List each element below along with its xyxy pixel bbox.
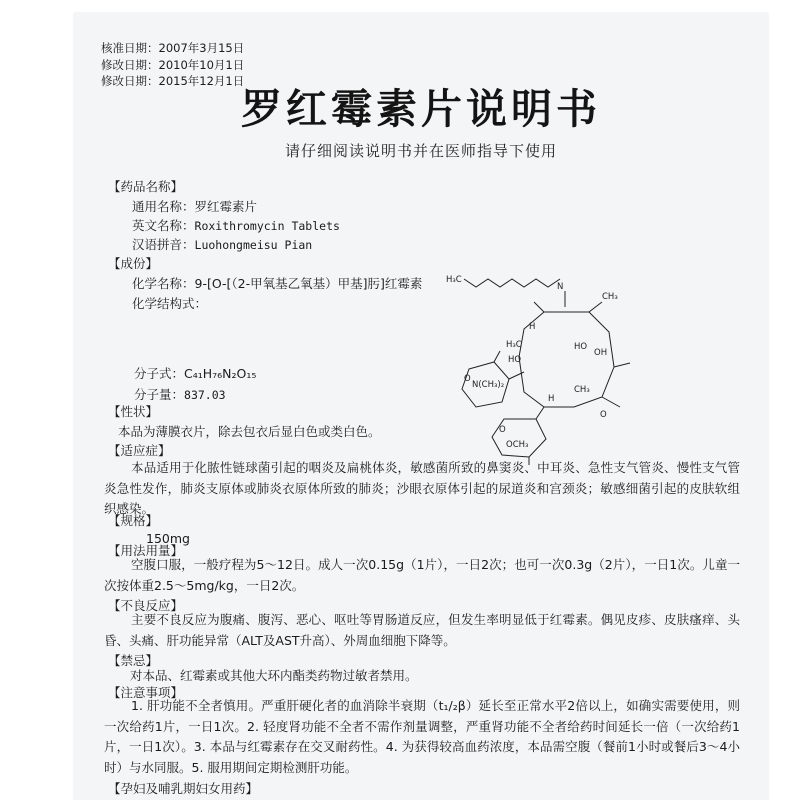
structure-label-ch3-mid: CH₃ <box>574 385 590 395</box>
structure-label-nch3: N(CH₃)₂ <box>472 380 505 390</box>
section-heading-precautions: 【注意事项】 <box>108 685 184 700</box>
section-heading-adverse: 【不良反应】 <box>108 598 184 613</box>
leaflet-page <box>74 13 768 800</box>
molecular-weight: 分子量：837.03 <box>134 387 226 402</box>
section-heading-drug-name: 【药品名称】 <box>108 179 184 194</box>
contraindications-text: 对本品、红霉素或其他大环内酯类药物过敏者禁用。 <box>130 668 418 683</box>
structure-label-ho-1: HO <box>508 355 522 365</box>
adverse-text: 主要不良反应为腹痛、腹泻、恶心、呕吐等胃肠道反应，但发生率明显低于红霉素。偶见皮疹、皮肤瘙痒、头昏、头痛、肝功能异常（ALT及AST升高）、外周血细胞下降等。 <box>104 612 740 648</box>
structure-label-h-1: H <box>529 322 536 332</box>
section-heading-dosage: 【用法用量】 <box>108 543 184 558</box>
structure-label-ho-2: HO <box>574 342 588 352</box>
spec-text: 150mg <box>146 531 190 546</box>
chemical-structure-diagram <box>424 257 684 467</box>
structure-label-o-sugar: O <box>464 374 471 384</box>
properties-text: 本品为薄膜衣片，除去包衣后显白色或类白色。 <box>118 424 381 439</box>
structure-label: 化学结构式： <box>132 296 208 311</box>
revision-date-1: 修改日期：2010年10月1日 <box>101 57 245 72</box>
document-subtitle: 请仔细阅读说明书并在医师指导下使用 <box>284 142 557 160</box>
structure-label-n: N <box>557 282 564 292</box>
chemical-name: 化学名称：9-[O-[（2-甲氧基乙氧基）甲基]肟]红霉素 <box>132 276 423 291</box>
section-heading-spec: 【规格】 <box>108 513 159 528</box>
english-name: 英文名称：Roxithromycin Tablets <box>132 218 340 233</box>
structure-label-h3c-b: H₃C <box>506 340 522 350</box>
revision-date-2: 修改日期：2015年12月1日 <box>101 74 245 89</box>
section-heading-pregnancy: 【孕妇及哺乳期妇女用药】 <box>108 781 259 796</box>
molecular-formula: 分子式：C₄₁H₇₆N₂O₁₅ <box>134 366 257 381</box>
document-title: 罗红霉素片说明书 <box>241 85 601 133</box>
section-heading-contraindications: 【禁忌】 <box>108 653 159 668</box>
structure-label-h-2: H <box>548 394 555 404</box>
approval-date: 核准日期：2007年3月15日 <box>101 41 245 55</box>
precautions-text: 1. 肝功能不全者慎用。严重肝硬化者的血消除半衰期（t₁/₂β）延长至正常水平2倍以上，如确实需要使用，则一次给药1片，一日1次。2. 轻度肾功能不全者不需作剂量调整，严重肾功能不全者给药时间延长一倍（一次给药1片，一日1次）。3. 本品与红霉素存在交叉耐药性。4. 为获得较高血药浓度，本品需空腹（餐前1小时或餐后3～4小时）与水同服。5. 服用期间定期检测肝功能。 <box>104 698 740 775</box>
dosage-text: 空腹口服，一般疗程为5～12日。成人一次0.15g（1片），一日2次；也可一次0.3g（2片），一日1次。儿童一次按体重2.5～5mg/kg，一日2次。 <box>104 557 740 593</box>
structure-label-och3: OCH₃ <box>506 440 529 450</box>
pinyin-name: 汉语拼音：Luohongmeisu Pian <box>132 237 313 252</box>
structure-label-h3c: H₃C <box>446 275 462 285</box>
section-heading-properties: 【性状】 <box>108 404 159 419</box>
indications-text: 本品适用于化脓性链球菌引起的咽炎及扁桃体炎，敏感菌所致的鼻窦炎、中耳炎、急性支气管炎、慢性支气管炎急性发作，肺炎支原体或肺炎衣原体所致的肺炎；沙眼衣原体引起的尿道炎和宫颈炎；敏感细菌引起的皮肤软组织感染。 <box>104 460 740 516</box>
structure-label-ch3-top: CH₃ <box>602 292 618 302</box>
structure-label-o-clad: O <box>499 425 506 435</box>
structure-label-oh: OH <box>594 348 608 358</box>
generic-name: 通用名称：罗红霉素片 <box>132 199 258 214</box>
section-heading-indications: 【适应症】 <box>108 443 171 458</box>
structure-label-o-ring: O <box>600 410 607 420</box>
section-heading-ingredients: 【成份】 <box>108 256 159 271</box>
